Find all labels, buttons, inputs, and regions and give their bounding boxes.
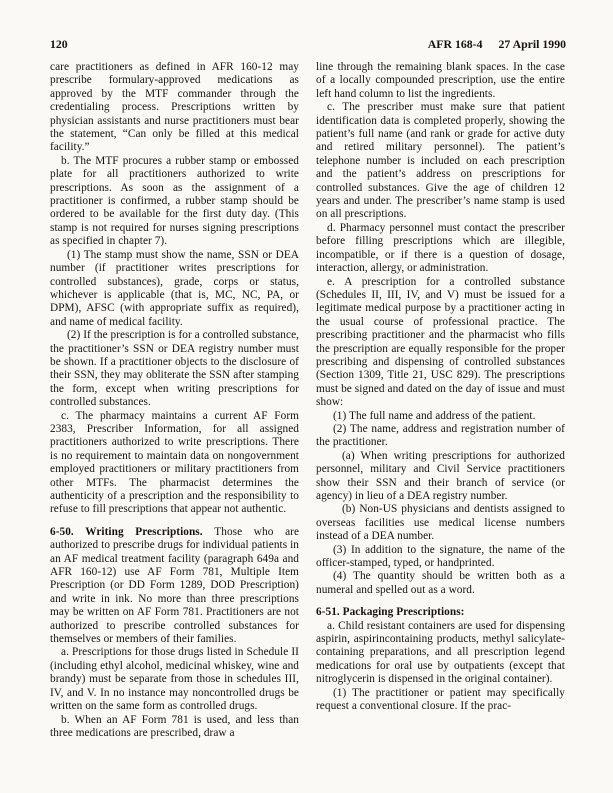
paragraph: (2) The name, address and registration number of the practitioner. bbox=[316, 422, 565, 449]
paragraph: a. Child resistant containers are used for dispensing aspirin, aspirincontaining products, methyl salicylate-containing preparations, and all prescription legend medications for oral use by outpatients (except that nitroglycerin is dispensed in the original container). bbox=[316, 619, 565, 686]
page-header bbox=[50, 37, 566, 52]
paragraph: (1) The stamp must show the name, SSN or DEA number (if practitioner writes prescriptions for controlled substances), grade, corps or status, whichever is applicable (that is, MC, NC, PA, or DPM), AFSC (with appropriate suffix as required), and name of medical facility. bbox=[50, 248, 299, 328]
left-column bbox=[50, 61, 299, 773]
right-column bbox=[316, 61, 565, 773]
section-heading-paragraph: 6-50. Writing Prescriptions. Those who are authorized to prescribe drugs for individual patients in an AF medical treatment facility (paragraph 649a and AFR 160-12) use AF Form 781, Multiple Item Prescription (or DD Form 1289, DOD Prescription) and write in ink. No more than three prescriptions may be written on AF Form 781. Practitioners are not authorized to prescribe controlled substances for themselves or members of their families. bbox=[50, 525, 300, 646]
header-reference-block bbox=[428, 37, 566, 52]
paragraph: d. Pharmacy personnel must contact the prescriber before filling prescriptions which are illegible, incompatible, or if there is a question of dosage, interaction, allergy, or administration. bbox=[316, 221, 565, 275]
paragraph: (1) The practitioner or patient may specifically request a conventional closure. If the prac- bbox=[316, 686, 565, 713]
section-heading-paragraph bbox=[316, 606, 565, 619]
section-number-title: 6-51. Packaging Prescriptions: bbox=[316, 606, 465, 619]
paragraph: (3) In addition to the signature, the name of the officer-stamped, typed, or handprinted. bbox=[316, 543, 565, 570]
paragraph: (b) Non-US physicians and dentists assigned to overseas facilities use medical license numbers instead of a DEA number. bbox=[316, 503, 565, 543]
paragraph: care practitioners as defined in AFR 160-12 may prescribe formulary-approved medications as approved by the MTF commander through the credentialing process. Prescriptions written by physician assistants and nurse practitioners must bear the statement, “Can only be filled at this medical facility.” bbox=[50, 61, 299, 154]
paragraph: (a) When writing prescriptions for authorized personnel, military and Civil Service practitioners show their SSN and their branch of service (or agency) in lieu of a DEA registry number. bbox=[316, 449, 565, 502]
paragraph: a. Prescriptions for those drugs listed in Schedule II (including ethyl alcohol, medicinal whiskey, wine and brandy) must be separate from those in schedules III, IV, and V. In no instance may noncontrolled drugs be written on the same form as controlled drugs. bbox=[50, 646, 299, 713]
doc-date: 27 April 1990 bbox=[498, 37, 566, 51]
paragraph: b. The MTF procures a rubber stamp or embossed plate for all practitioners authorized to write prescriptions. As soon as the assignment of a practitioner is confirmed, a rubber stamp should be ordered to be available for the first duty day. (This stamp is not required for nurses signing prescriptions as specified in chapter 7). bbox=[50, 154, 299, 248]
paragraph: c. The pharmacy maintains a current AF Form 2383, Prescriber Information, for all assigned practitioners authorized to write prescriptions. There is no requirement to maintain data on nongovernment employed practitioners or military practitioners from other MTFs. The pharmacist determines the authenticity of a prescription and the responsibility to refuse to fill prescriptions that appear not authentic. bbox=[50, 409, 299, 516]
paragraph: (1) The full name and address of the patient. bbox=[333, 409, 536, 422]
paragraph: line through the remaining blank spaces. In the case of a locally compounded prescription, use the entire left hand column to list the ingredients. bbox=[316, 61, 565, 100]
paragraph: (2) If the prescription is for a controlled substance, the practitioner’s SSN or DEA registry number must be shown. If a practitioner objects to the disclosure of their SSN, they may obliterate the SSN after stamping the form, except when writing prescriptions for controlled substances. bbox=[50, 329, 300, 409]
paragraph: e. A prescription for a controlled substance (Schedules II, III, IV, and V) must be issued for a legitimate medical purpose by a practitioner acting in the usual course of professional practice. The prescribing practitioner and the pharmacist who fills the prescription are equally responsible for the proper prescribing and dispensing of controlled substances (Section 1309, Title 21, USC 829). The prescriptions must be signed and dated on the day of issue and must show: bbox=[316, 275, 565, 409]
section-number-title: 6-50. Writing Prescriptions. bbox=[50, 525, 215, 538]
doc-reference: AFR 168-4 bbox=[427, 37, 483, 51]
page-number: 120 bbox=[50, 37, 68, 51]
paragraph: b. When an AF Form 781 is used, and less than three medications are prescribed, draw a bbox=[50, 713, 299, 739]
paragraph: (4) The quantity should be written both as a numeral and spelled out as a word. bbox=[316, 570, 565, 596]
paragraph: c. The prescriber must make sure that patient identification data is completed properly, showing the patient’s full name (and rank or grade for active duty and retired military personnel). The patient’s telephone number is included on each prescription and the patient’s address on prescriptions for controlled substances. Give the age of children 12 years and under. The prescriber’s name stamp is used on all prescriptions. bbox=[316, 101, 565, 221]
page-body bbox=[50, 61, 566, 773]
